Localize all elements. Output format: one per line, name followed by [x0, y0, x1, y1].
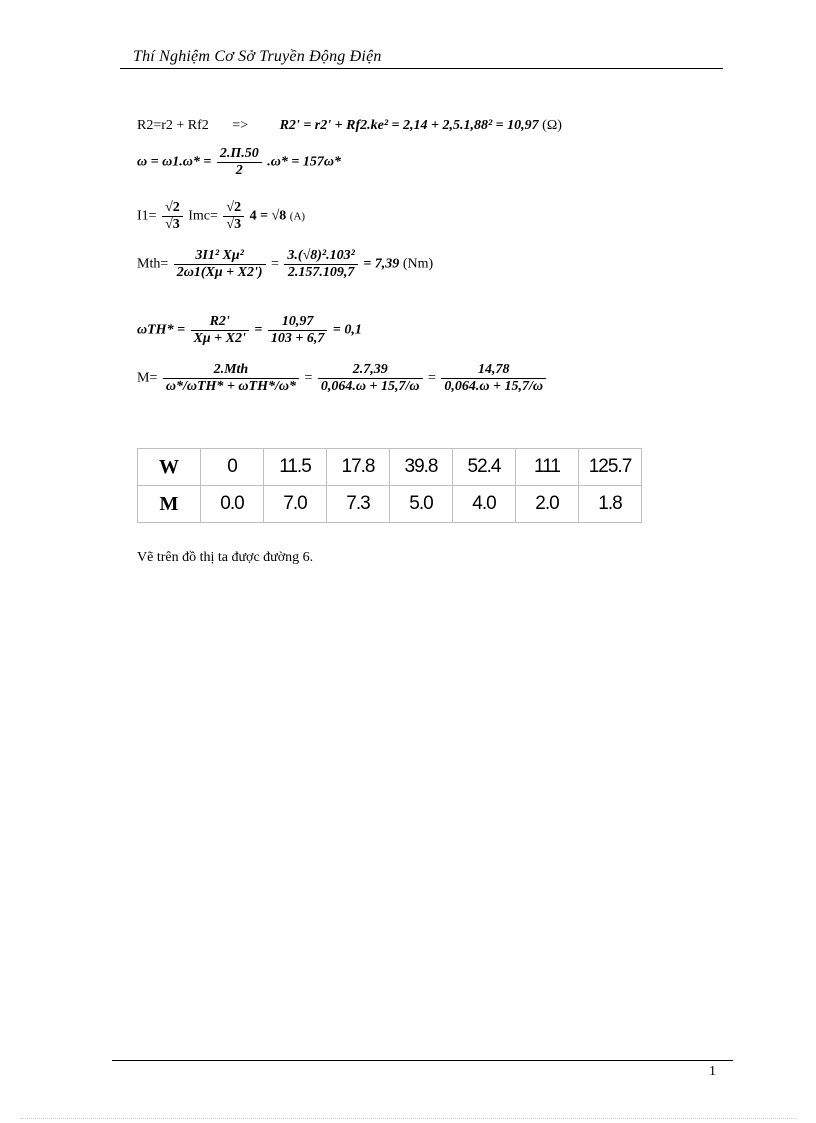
table-cell: 1.8	[579, 486, 642, 523]
table-cell: 125.7	[579, 449, 642, 486]
equation-omega-th-lhs: ωTH* =	[137, 322, 186, 338]
equation-r2-arrow: =>	[232, 118, 249, 133]
equation-mth-lhs: Mth=	[137, 256, 169, 272]
equation-omega-th-num1: R2'	[191, 314, 249, 331]
equation-omega-lhs: ω = ω1.ω* =	[137, 154, 212, 170]
equation-omega-den: 2	[235, 163, 243, 178]
table-row-w	[138, 449, 642, 486]
equation-m-den2: 0,064.ω + 15,7/ω	[320, 379, 420, 394]
equation-omega-rhs: .ω* = 157ω*	[267, 154, 341, 170]
equation-i1	[137, 200, 305, 233]
equation-m-num3: 14,78	[441, 362, 546, 379]
footer-divider	[112, 1060, 733, 1061]
equation-omega-th-rhs: = 0,1	[332, 322, 362, 338]
page-header-title: Thí Nghiệm Cơ Sở Truyền Động Điện	[133, 48, 382, 65]
equation-omega-th-den2: 103 + 6,7	[270, 331, 325, 346]
equation-mth-den2: 2.157.109,7	[287, 265, 355, 280]
equation-m-den1: ω*/ωTH* + ωTH*/ω*	[165, 379, 296, 394]
page-edge	[20, 1118, 796, 1119]
equation-omega-th: ωTH* = $\frac{R2'}{X\mu + X2'}$ = $\frac{10,97}{103 + 6,7}$ = 0,1	[137, 314, 362, 346]
equation-mth-den1: 2ω1(Xμ + X2')	[176, 265, 263, 280]
equation-i1-frac1-den: √3	[165, 217, 180, 232]
table-cell: 7.3	[327, 486, 390, 523]
equation-m-num1: 2.Mth	[163, 362, 299, 379]
page-number: 1	[709, 1064, 716, 1079]
table-cell: 0.0	[201, 486, 264, 523]
equation-i1-frac2-num: √2	[223, 200, 244, 217]
table-cell: 2.0	[516, 486, 579, 523]
equation-mth-unit: (Nm)	[402, 256, 434, 272]
table-cell: 52.4	[453, 449, 516, 486]
equation-r2-expr: R2' = r2' + Rf2.ke² = 2,14 + 2,5.1,88² = 10,97	[279, 118, 539, 133]
equation-omega-th-den1: Xμ + X2'	[193, 331, 246, 346]
table-cell: M	[138, 486, 201, 523]
header-divider	[120, 68, 723, 69]
table-cell: 7.0	[264, 486, 327, 523]
table-cell: 39.8	[390, 449, 453, 486]
table-cell: 17.8	[327, 449, 390, 486]
equation-m-lhs: M=	[137, 370, 158, 386]
equation-m-num2: 2.7,39	[318, 362, 423, 379]
table-cell: 11.5	[264, 449, 327, 486]
table-cell: 111	[516, 449, 579, 486]
table-cell: 0	[201, 449, 264, 486]
equation-r2-unit: (Ω)	[542, 118, 562, 133]
table-cell: W	[138, 449, 201, 486]
equation-i1-frac2-den: √3	[226, 217, 242, 232]
conclusion-text: Vẽ trên đồ thị ta được đường 6.	[137, 550, 314, 565]
equation-i1-unit: (A)	[289, 210, 306, 223]
table-cell: 4.0	[453, 486, 516, 523]
equation-omega-th-num2: 10,97	[268, 314, 327, 331]
torque-speed-table	[137, 448, 642, 523]
equation-i1-frac1-num: √2	[162, 200, 183, 217]
equation-r2	[137, 118, 562, 134]
equation-m-den3: 0,064.ω + 15,7/ω	[444, 379, 544, 394]
equation-i1-rhs: 4 = √8	[249, 208, 287, 224]
table-cell: 5.0	[390, 486, 453, 523]
equation-i1-mid: Imc=	[188, 208, 218, 224]
equation-omega	[137, 146, 341, 179]
equation-mth: Mth= $\frac{\text{3I1² Xμ²}}{2\omega 1(X\mu + X2')}$ = $\frac{\text{3.(√8)².103²}}{2.157.109,7}$ = 7,39 (Nm)	[137, 248, 434, 280]
table-row-m	[138, 486, 642, 523]
equation-mth-rhs: = 7,39	[363, 256, 400, 272]
equation-m: M= $\frac{\text{2.Mth}}{\text{ω*/ωTH* + ωTH*/ω*}}$ = $\frac{2.7,39}{0,064.\omega + 15,7/\omega}$ = $\frac{14,78}{0,064.\omega + 15,7/\omega}$	[137, 362, 548, 395]
equation-mth-num2: 3.(√8)².103²	[284, 248, 357, 265]
equation-mth-num1: 3I1² Xμ²	[174, 248, 266, 265]
equation-r2-prefix: R2=r2 + Rf2	[137, 118, 209, 133]
equation-i1-lhs: I1=	[137, 208, 157, 224]
equation-omega-num: 2.Π.50	[217, 146, 262, 163]
